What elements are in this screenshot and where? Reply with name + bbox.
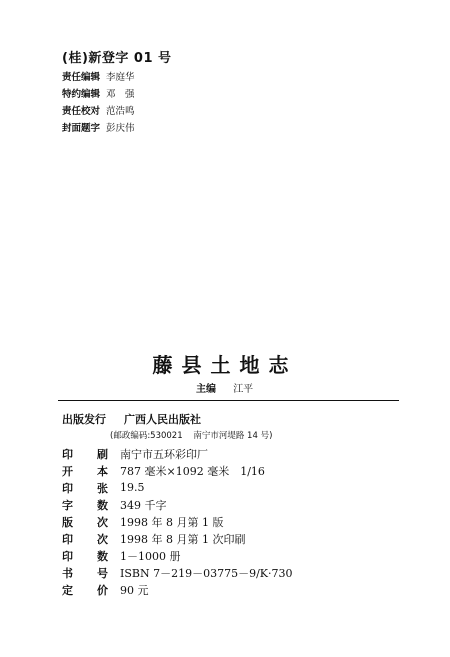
spec-label: 印 次	[62, 532, 108, 546]
chief-editor	[196, 380, 253, 395]
publisher-label: 出版发行	[62, 413, 106, 426]
spec-value: ISBN 7－219－03775－9/K·730	[120, 566, 293, 580]
publisher-name: 广西人民出版社	[124, 413, 201, 426]
spec-value: 1998 年 8 月第 1 版	[120, 515, 224, 529]
publisher-address	[110, 429, 272, 441]
chief-editor-name: 江平	[233, 384, 254, 395]
spec-value: 19.5	[120, 481, 145, 494]
spec-label: 印 张	[62, 481, 108, 495]
spec-label: 印 数	[62, 549, 108, 563]
editor-role: 责任校对	[62, 106, 101, 117]
divider-rule	[58, 400, 399, 401]
editor-credit-row	[62, 86, 135, 103]
editor-name: 范浩鸣	[106, 106, 135, 117]
editor-credit-row	[62, 69, 135, 86]
spec-value: 787 毫米×1092 毫米 1/16	[120, 464, 265, 478]
spec-row	[62, 564, 293, 581]
spec-label: 字 数	[62, 498, 108, 512]
registration-number: (桂)新登字 01 号	[62, 51, 172, 66]
spec-label: 定 价	[62, 583, 108, 597]
chief-editor-role: 主编	[196, 384, 216, 395]
editor-credits	[62, 69, 135, 137]
publication-specs	[62, 445, 293, 598]
editor-role: 责任编辑	[62, 72, 101, 83]
publisher-postcode: (邮政编码:530021	[110, 431, 183, 441]
spec-value: 1998 年 8 月第 1 次印刷	[120, 532, 246, 546]
book-title: 藤县土地志	[152, 353, 298, 377]
spec-row	[62, 496, 293, 513]
spec-label: 开 本	[62, 464, 108, 478]
editor-role: 封面题字	[62, 123, 101, 134]
spec-label: 印 刷	[62, 447, 108, 461]
spec-row	[62, 530, 293, 547]
editor-credit-row	[62, 103, 135, 120]
publisher-street-address: 南宁市河堤路 14 号)	[193, 431, 273, 441]
spec-row	[62, 547, 293, 564]
editor-name: 李庭华	[106, 72, 135, 83]
editor-name: 彭庆伟	[106, 123, 135, 134]
publisher-row	[62, 411, 201, 427]
spec-row	[62, 513, 293, 530]
spec-value: 南宁市五环彩印厂	[120, 447, 208, 461]
spec-value: 90 元	[120, 583, 149, 597]
spec-row	[62, 445, 293, 462]
editor-role: 特约编辑	[62, 89, 101, 100]
spec-row	[62, 581, 293, 598]
spec-value: 349 千字	[120, 498, 167, 512]
editor-name: 邓 强	[106, 89, 135, 100]
spec-label: 书 号	[62, 566, 108, 580]
spec-row	[62, 479, 293, 496]
spec-label: 版 次	[62, 515, 108, 529]
spec-value: 1－1000 册	[120, 549, 181, 563]
spec-row	[62, 462, 293, 479]
editor-credit-row	[62, 120, 135, 137]
